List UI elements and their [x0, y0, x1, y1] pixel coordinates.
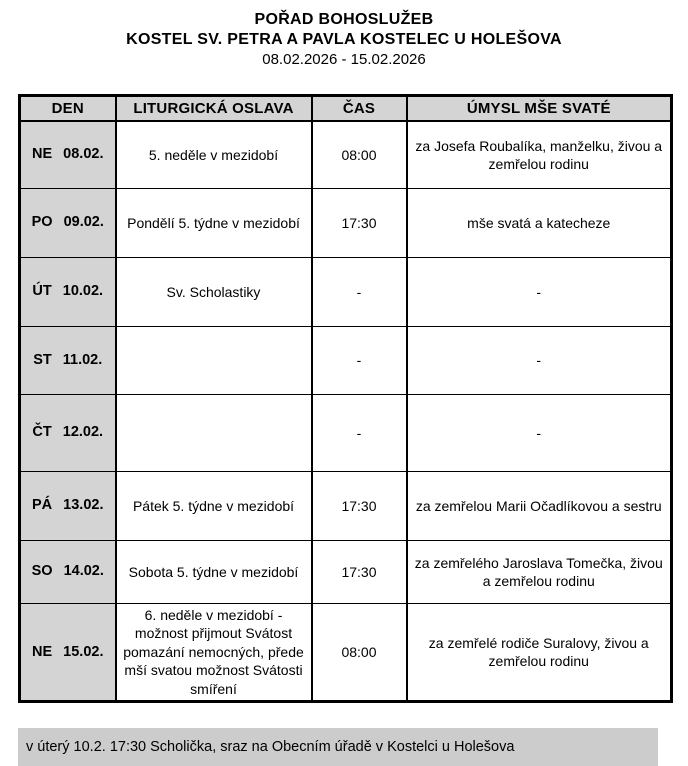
- celebration-cell: [116, 395, 312, 472]
- table-header-row: [20, 96, 672, 122]
- day-date: 13.02.: [63, 497, 104, 514]
- celebration-cell: 6. neděle v mezidobí - možnost přijmout Svátost pomazání nemocných, přede mší svatou možnost Svátosti smíření: [116, 604, 312, 702]
- day-abbrev: ST: [33, 351, 52, 368]
- celebration-cell: Sv. Scholastiky: [116, 258, 312, 327]
- table-row: [20, 541, 672, 604]
- column-header-umysl-mse-svate: ÚMYSL MŠE SVATÉ: [407, 96, 672, 122]
- page-subtitle: KOSTEL SV. PETRA A PAVLA KOSTELEC U HOLEŠOVA: [126, 31, 562, 48]
- day-abbrev: NE: [32, 146, 53, 163]
- intention-cell: za Josefa Roubalíka, manželku, živou a zemřelou rodinu: [407, 121, 672, 189]
- time-cell: -: [312, 258, 407, 327]
- intention-cell: -: [407, 327, 672, 395]
- time-cell: 17:30: [312, 189, 407, 258]
- intention-cell: za zemřelé rodiče Suralovy, živou a zemřelou rodinu: [407, 604, 672, 702]
- footer-note-text: v úterý 10.2. 17:30 Scholička, sraz na Obecním úřadě v Kostelci u Holešova: [26, 739, 515, 756]
- celebration-cell: Sobota 5. týdne v mezidobí: [116, 541, 312, 604]
- column-header-liturgicka-oslava: LITURGICKÁ OSLAVA: [116, 96, 312, 122]
- day-cell: [20, 189, 116, 258]
- day-abbrev: NE: [32, 643, 53, 660]
- celebration-cell: Pátek 5. týdne v mezidobí: [116, 472, 312, 541]
- table-row: [20, 604, 672, 702]
- time-cell: 17:30: [312, 541, 407, 604]
- intention-cell: za zemřelého Jaroslava Tomečka, živou a zemřelou rodinu: [407, 541, 672, 604]
- time-cell: -: [312, 327, 407, 395]
- date-range: 08.02.2026 - 15.02.2026: [262, 51, 426, 68]
- intention-cell: -: [407, 258, 672, 327]
- column-header-den: DEN: [20, 96, 116, 122]
- page-title: POŘAD BOHOSLUŽEB: [254, 11, 434, 28]
- intention-cell: za zemřelou Marii Očadlíkovou a sestru: [407, 472, 672, 541]
- intention-cell: -: [407, 395, 672, 472]
- day-date: 15.02.: [63, 643, 104, 660]
- celebration-cell: Pondělí 5. týdne v mezidobí: [116, 189, 312, 258]
- schedule-table: [18, 94, 673, 703]
- day-abbrev: SO: [31, 563, 53, 580]
- day-cell: [20, 541, 116, 604]
- day-abbrev: PO: [31, 214, 53, 231]
- column-header-cas: ČAS: [312, 96, 407, 122]
- celebration-cell: 5. neděle v mezidobí: [116, 121, 312, 189]
- day-cell: [20, 258, 116, 327]
- day-date: 09.02.: [63, 214, 104, 231]
- day-cell: [20, 327, 116, 395]
- day-abbrev: PÁ: [32, 497, 53, 514]
- time-cell: 08:00: [312, 121, 407, 189]
- table-row: [20, 121, 672, 189]
- footer-note: [18, 728, 658, 766]
- day-date: 08.02.: [63, 146, 104, 163]
- day-date: 11.02.: [62, 351, 103, 368]
- table-row: [20, 395, 672, 472]
- table-row: [20, 258, 672, 327]
- time-cell: 17:30: [312, 472, 407, 541]
- day-date: 10.02.: [62, 283, 104, 300]
- celebration-cell: [116, 327, 312, 395]
- table-row: [20, 472, 672, 541]
- day-cell: [20, 395, 116, 472]
- table-row: [20, 327, 672, 395]
- day-cell: [20, 472, 116, 541]
- time-cell: -: [312, 395, 407, 472]
- day-cell: [20, 121, 116, 189]
- day-abbrev: ČT: [32, 424, 52, 441]
- day-cell: [20, 604, 116, 702]
- day-abbrev: ÚT: [32, 283, 52, 300]
- intention-cell: mše svatá a katecheze: [407, 189, 672, 258]
- title-block: [0, 0, 688, 70]
- time-cell: 08:00: [312, 604, 407, 702]
- day-date: 14.02.: [63, 563, 104, 580]
- table-row: [20, 189, 672, 258]
- day-date: 12.02.: [62, 424, 104, 441]
